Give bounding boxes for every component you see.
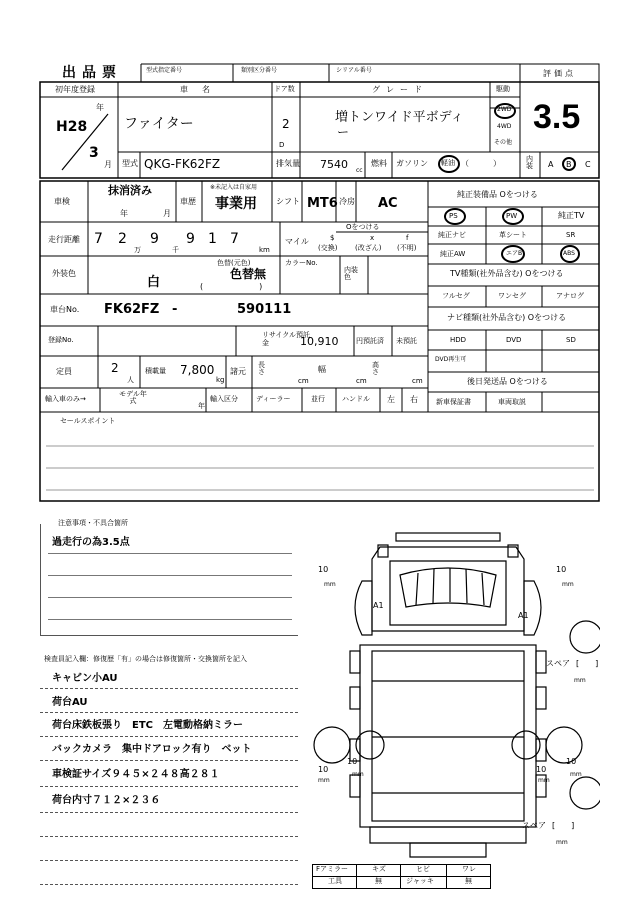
car-name: ファイター <box>124 116 194 132</box>
car-name-label: 車名 <box>180 85 224 94</box>
model-value: QKG-FK62FZ <box>144 157 221 171</box>
shift-label: シフト <box>276 197 300 206</box>
man-unit: 万 <box>134 246 141 254</box>
inspector-line-6 <box>40 812 298 813</box>
tread-rear-2-unit: mm <box>352 771 364 778</box>
equip-leather: 革シート <box>499 231 527 239</box>
person-unit: 人 <box>127 376 134 384</box>
first-reg-label: 初年度登録 <box>55 85 95 94</box>
shift-value: MT6 <box>307 196 338 211</box>
length-label: 長さ <box>258 361 265 376</box>
width-cm-unit: cm <box>356 377 367 385</box>
mileage-digit-5: 1 <box>208 231 217 247</box>
spare-bracket-1: [ ] <box>576 659 599 668</box>
inspector-line-9 <box>40 884 298 885</box>
tread-rear-4: 10 <box>566 757 577 766</box>
history-note: ※未記入は自家用 <box>210 184 258 191</box>
tv-fullseg: フルセグ <box>442 292 470 300</box>
inspection-month-unit: 月 <box>163 209 171 218</box>
interior-label: 内装 <box>526 155 533 170</box>
aftermarket-warranty: 新車保証書 <box>436 398 471 406</box>
footer-h2: キズ <box>372 865 386 873</box>
mileage-digit-3: 9 <box>150 231 159 247</box>
cargo-bed <box>360 645 536 827</box>
cab-inner <box>390 561 506 625</box>
footer-r3: ジャッキ <box>406 877 434 885</box>
model-year-unit: 年 <box>198 402 205 410</box>
inspector-line-4 <box>40 760 298 761</box>
spare-label-2: スペア <box>522 821 546 830</box>
opt-tamper-sym: x <box>370 234 375 242</box>
capacity-value: 2 <box>111 361 119 375</box>
load-value: 7,800 <box>180 363 215 377</box>
inspector-item-4: バックカメラ 集中ドアロック有り ベット <box>52 744 252 755</box>
inspection-label: 車検 <box>54 197 70 206</box>
fuel-gas: ガソリン <box>396 159 428 168</box>
inspector-title: 検査員記入欄：修復歴「有」の場合は修復箇所・交換箇所を記入 <box>44 655 247 663</box>
footer-r2: 無 <box>375 877 382 885</box>
footer-h1: Fアミラー <box>316 865 349 873</box>
handle-label: ハンドル <box>342 395 370 403</box>
history-label: 車歴 <box>180 197 196 206</box>
ac-label: 冷房 <box>339 197 355 206</box>
handle-left: 左 <box>387 395 395 404</box>
equip-abs: ABS <box>563 250 575 257</box>
equip-tv: 純正TV <box>558 211 585 220</box>
tread-front-left: 10 <box>318 565 329 574</box>
footer-h4: ワレ <box>462 865 476 873</box>
mileage-maru-label: Oをつける <box>346 223 380 231</box>
ext-color-label: 外装色 <box>52 269 76 278</box>
inspector-item-2: 荷台AU <box>52 697 88 708</box>
tread-front-right: 10 <box>556 565 567 574</box>
interior-a: A <box>548 160 554 169</box>
capacity-label: 定員 <box>56 367 72 376</box>
footer-r4: 無 <box>465 877 472 885</box>
tv-analog: アナログ <box>556 292 584 300</box>
aftermarket-manual: 車両取説 <box>498 398 526 406</box>
spare-wheel-2 <box>570 777 600 809</box>
drive-label: 駆動 <box>496 85 510 93</box>
inspector-line-5 <box>40 786 298 787</box>
tread-rear-4-unit: mm <box>570 771 582 778</box>
navi-dvd-play: DVD再生可 <box>435 356 467 363</box>
cargo-bed-inner <box>372 651 524 821</box>
inspection-year-unit: 年 <box>120 209 128 218</box>
equip-pw: PW <box>506 212 518 220</box>
tread-rear-2: 10 <box>347 757 358 766</box>
tread-rear-1: 10 <box>318 765 329 774</box>
width-label: 幅 <box>318 365 326 374</box>
notes-line-3 <box>48 597 292 598</box>
repaint-paren: ( ) <box>200 282 263 291</box>
rear-left-outer-wheel <box>314 727 350 763</box>
mileage-label: 走行距離 <box>48 235 80 244</box>
drive-other: その他 <box>494 139 513 146</box>
tread-front-right-unit: mm <box>562 581 574 588</box>
equip-title: 純正装備品 Oをつける <box>457 190 538 199</box>
class-label: 類別区分番号 <box>241 67 278 74</box>
opt-tamper: (改ざん) <box>355 244 382 252</box>
tread-front-left-unit: mm <box>324 581 336 588</box>
damage-left: A1 <box>373 601 384 610</box>
footer-h3: ヒビ <box>416 865 430 873</box>
notes-item-1: 過走行の為3.5点 <box>52 537 130 548</box>
sen-unit: 千 <box>172 246 179 254</box>
mileage-digit-6: 7 <box>230 231 239 247</box>
interior-b: B <box>566 160 572 169</box>
displacement-label: 排気量 <box>276 159 300 168</box>
notes-line-2 <box>48 575 292 576</box>
handle-right: 右 <box>410 395 418 404</box>
form-title: 出品票 <box>62 65 122 81</box>
navi-hdd: HDD <box>450 336 467 344</box>
serial-label: シリアル番号 <box>336 67 372 74</box>
tread-rear-1-unit: mm <box>318 777 330 784</box>
import-label: 輸入車のみ→ <box>45 395 86 403</box>
ext-color: 白 <box>147 275 161 290</box>
equip-sr: SR <box>566 231 576 239</box>
inspector-line-1 <box>40 688 298 689</box>
inspector-item-5: 車検証サイズ９４５×２４８高２８１ <box>52 769 220 780</box>
recycle-label: リサイクル預託金 <box>262 331 311 348</box>
repaint-value: 色替無 <box>230 267 267 281</box>
recycle-value: 10,910 <box>300 335 339 348</box>
fuel-diesel: 軽油 <box>441 159 455 167</box>
inspection-value: 抹消済み <box>108 184 152 197</box>
opt-unknown-sym: f <box>406 234 409 242</box>
mileage-digit-1: 7 <box>94 231 103 247</box>
grade-sub: ー <box>337 125 350 139</box>
chassis-number: 590111 <box>237 302 292 317</box>
int-color-label: 内装色 <box>344 266 358 281</box>
load-label: 積載量 <box>145 367 166 375</box>
import-class-label: 輸入区分 <box>210 395 238 403</box>
interior-c: C <box>585 160 591 169</box>
inspector-line-8 <box>40 860 298 861</box>
recycle-unpaid: 未預託 <box>396 337 417 345</box>
equip-ps: PS <box>449 212 458 220</box>
drive-4wd: 4WD <box>497 123 512 130</box>
opt-replace: (交換) <box>318 244 338 252</box>
recycle-paid: 円預託済 <box>356 337 384 345</box>
mileage-digit-4: 9 <box>186 231 195 247</box>
door-suffix: D <box>279 141 285 149</box>
chassis-label: 車台No. <box>50 305 80 314</box>
spare-label-1: スペア <box>546 659 570 668</box>
first-reg-year: H28 <box>56 119 88 135</box>
fuel-label: 燃料 <box>371 159 387 168</box>
cc-unit: cc <box>356 167 363 174</box>
history-value: 事業用 <box>215 196 257 212</box>
equip-airbag: エアB <box>506 250 523 257</box>
navi-dvd: DVD <box>506 336 522 344</box>
repaint-label: 色替(元色) <box>217 259 251 267</box>
height-label: 高さ <box>372 361 379 376</box>
fuel-paren: （ ） <box>461 159 501 168</box>
rear-bumper <box>370 827 526 843</box>
chassis-prefix: FK62FZ <box>104 302 160 317</box>
model-cert-label: 型式指定番号 <box>146 67 183 74</box>
front-left-wheel <box>355 581 372 635</box>
navi-sd: SD <box>566 336 576 344</box>
notes-title: 注意事項・不具合箇所 <box>58 519 128 527</box>
tv-oneseg: ワンセグ <box>498 292 526 300</box>
kg-unit: kg <box>216 376 225 384</box>
sales-point-label: セールスポイント <box>60 417 116 425</box>
dealer-label: ディーラー <box>256 395 291 403</box>
truck-diagram <box>300 525 600 865</box>
notes-line-1 <box>48 553 292 554</box>
damage-right: A1 <box>518 611 529 620</box>
tread-rear-3-unit: mm <box>538 777 550 784</box>
spare-bracket-2: [ ] <box>552 821 575 830</box>
inspector-line-3 <box>40 736 298 737</box>
cab-roof-strip <box>396 533 500 541</box>
tread-rear-3: 10 <box>536 765 547 774</box>
length-cm-unit: cm <box>298 377 309 385</box>
dims-label: 諸元 <box>230 367 246 376</box>
footer-r1: 工具 <box>328 877 342 885</box>
displacement-value: 7540 <box>320 158 348 171</box>
km-unit: km <box>259 246 270 254</box>
navi-type-title: ナビ種類(社外品含む) Oをつける <box>447 313 567 322</box>
equip-aw: 純正AW <box>440 250 466 258</box>
parallel-label: 並行 <box>311 395 325 403</box>
aftermarket-title: 後日発送品 Oをつける <box>467 377 548 386</box>
ac-value: AC <box>378 196 398 211</box>
equip-navi: 純正ナビ <box>438 231 466 239</box>
notes-line-4 <box>48 619 292 620</box>
front-right-wheel <box>524 581 541 635</box>
spare-unit-1: mm <box>574 677 586 684</box>
height-cm-unit: cm <box>412 377 423 385</box>
rear-right-outer-wheel <box>546 727 582 763</box>
eval-score: 3.5 <box>533 98 581 136</box>
model-year-label: モデル年式 <box>119 390 147 405</box>
inspector-line-7 <box>40 836 298 837</box>
opt-replace-sym: $ <box>330 234 335 242</box>
month-unit: 月 <box>104 160 112 169</box>
cab-outline <box>372 547 524 631</box>
doors-value: 2 <box>282 117 290 131</box>
spare-unit-2: mm <box>556 839 568 846</box>
eval-label: 評価点 <box>543 69 576 78</box>
inspector-item-1: キャビン小AU <box>52 673 118 684</box>
drive-2wd: 2WD <box>497 106 512 113</box>
tv-type-title: TV種類(社外品含む) Oをつける <box>450 269 564 278</box>
reg-no-label: 登録No. <box>48 336 74 344</box>
grade-value: 増トンワイド平ボディ <box>335 110 464 125</box>
opt-unknown: (不明) <box>397 244 417 252</box>
inspector-item-6: 荷台内寸７１２×２３６ <box>52 795 161 806</box>
doors-label: ドア数 <box>274 85 295 93</box>
color-no-label: カラーNo. <box>285 259 318 267</box>
grade-label: グレード <box>372 85 428 94</box>
year-unit: 年 <box>96 103 104 112</box>
spare-wheel-1 <box>570 621 600 653</box>
inspector-item-3: 荷台床鉄板張り ETC 左電動格納ミラー <box>52 720 243 731</box>
chassis-dash: - <box>172 302 178 317</box>
mileage-digit-2: 2 <box>118 231 127 247</box>
model-label: 型式 <box>122 159 138 168</box>
mile-label: マイル <box>285 237 309 246</box>
first-reg-month: 3 <box>89 145 99 161</box>
inspector-line-2 <box>40 712 298 713</box>
